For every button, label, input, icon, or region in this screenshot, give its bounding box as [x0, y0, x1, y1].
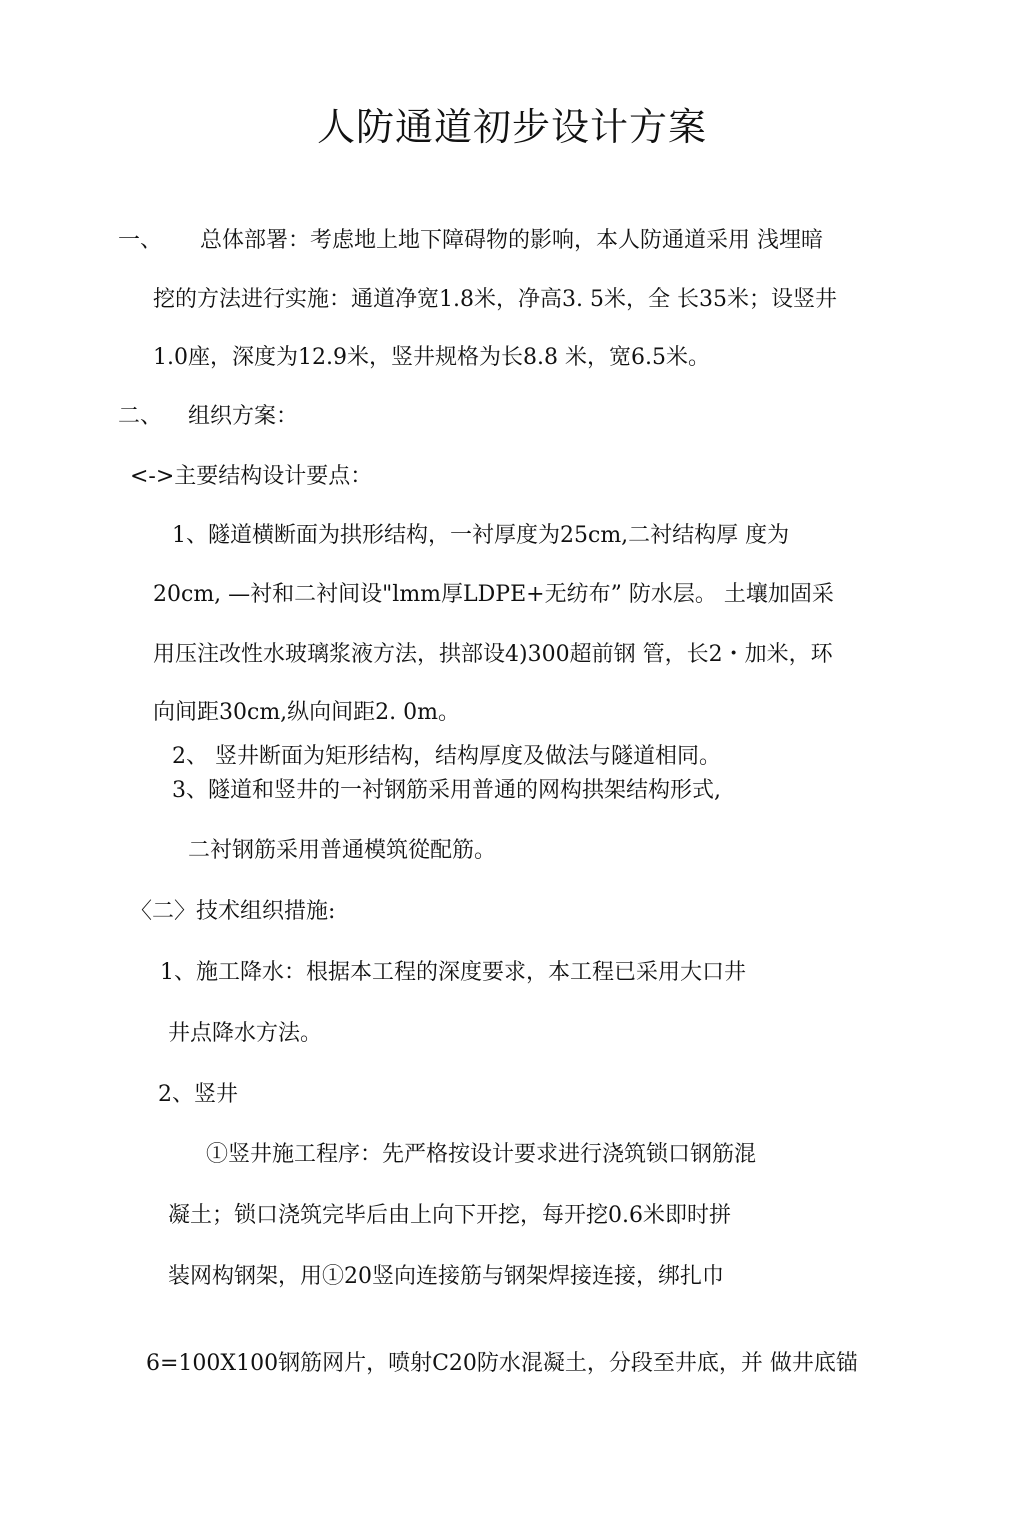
sub1-heading: <->主要结构设计要点：: [130, 464, 373, 489]
document-title: 人防通道初步设计方案: [316, 105, 707, 149]
section2-marker: 二、: [118, 404, 163, 429]
sub1-item1-line3: 用压注改性水玻璃浆液方法，拱部设4)300超前钢 管，长2・加米，环: [153, 642, 833, 667]
sub2-para-line2: 凝土；锁口浇筑完毕后由上向下开挖，每开挖0.6米即时拼: [168, 1203, 731, 1228]
sub1-item3-line2: 二衬钢筋采用普通模筑從配筋。: [188, 838, 497, 863]
section1-line3: 1.0座，深度为12.9米，竖井规格为长8.8 米，宽6.5米。: [153, 345, 710, 370]
section1-marker: 一、: [118, 228, 163, 253]
sub2-item1-line2: 井点降水方法。: [168, 1021, 323, 1046]
sub2-item2-heading: 2、竖井: [158, 1082, 238, 1107]
sub2-para-line4: 6=100X100钢筋网片，喷射C20防水混凝土，分段至井底，并 做井底锚: [146, 1351, 858, 1376]
sub2-heading: 〈二〉技术组织措施:: [130, 899, 336, 924]
sub2-item1-line1: 1、施工降水：根据本工程的深度要求，本工程已采用大口井: [160, 960, 746, 985]
sub1-item1-line4: 向间距30cm,纵向间距2. 0m。: [153, 700, 461, 725]
sub1-item1-line2: 20cm, —衬和二衬间设"lmm厚LDPE+无纺布” 防水层。 土壤加固采: [153, 582, 834, 607]
section1-line2: 挖的方法进行实施：通道净宽1.8米，净高3. 5米，全 长35米；设竖井: [153, 287, 837, 312]
sub1-item3-line1: 3、隧道和竖井的一衬钢筋采用普通的网构拱架结构形式,: [172, 778, 721, 803]
section2-heading: 组织方案：: [188, 404, 299, 429]
sub1-item1-line1: 1、隧道横断面为拱形结构，一衬厚度为25cm,二衬结构厚 度为: [172, 523, 790, 548]
sub2-para-line3: 装网构钢架，用①20竖向连接筋与钢架焊接连接，绑扎巾: [168, 1264, 724, 1289]
sub2-para-line1: ①竖井施工程序：先严格按设计要求进行浇筑锁口钢筋混: [206, 1142, 757, 1167]
sub1-item2: 2、 竖井断面为矩形结构，结构厚度及做法与隧道相同。: [172, 744, 721, 769]
section1-line1: 总体部署：考虑地上地下障碍物的影响，本人防通道采用 浅埋暗: [200, 228, 823, 253]
